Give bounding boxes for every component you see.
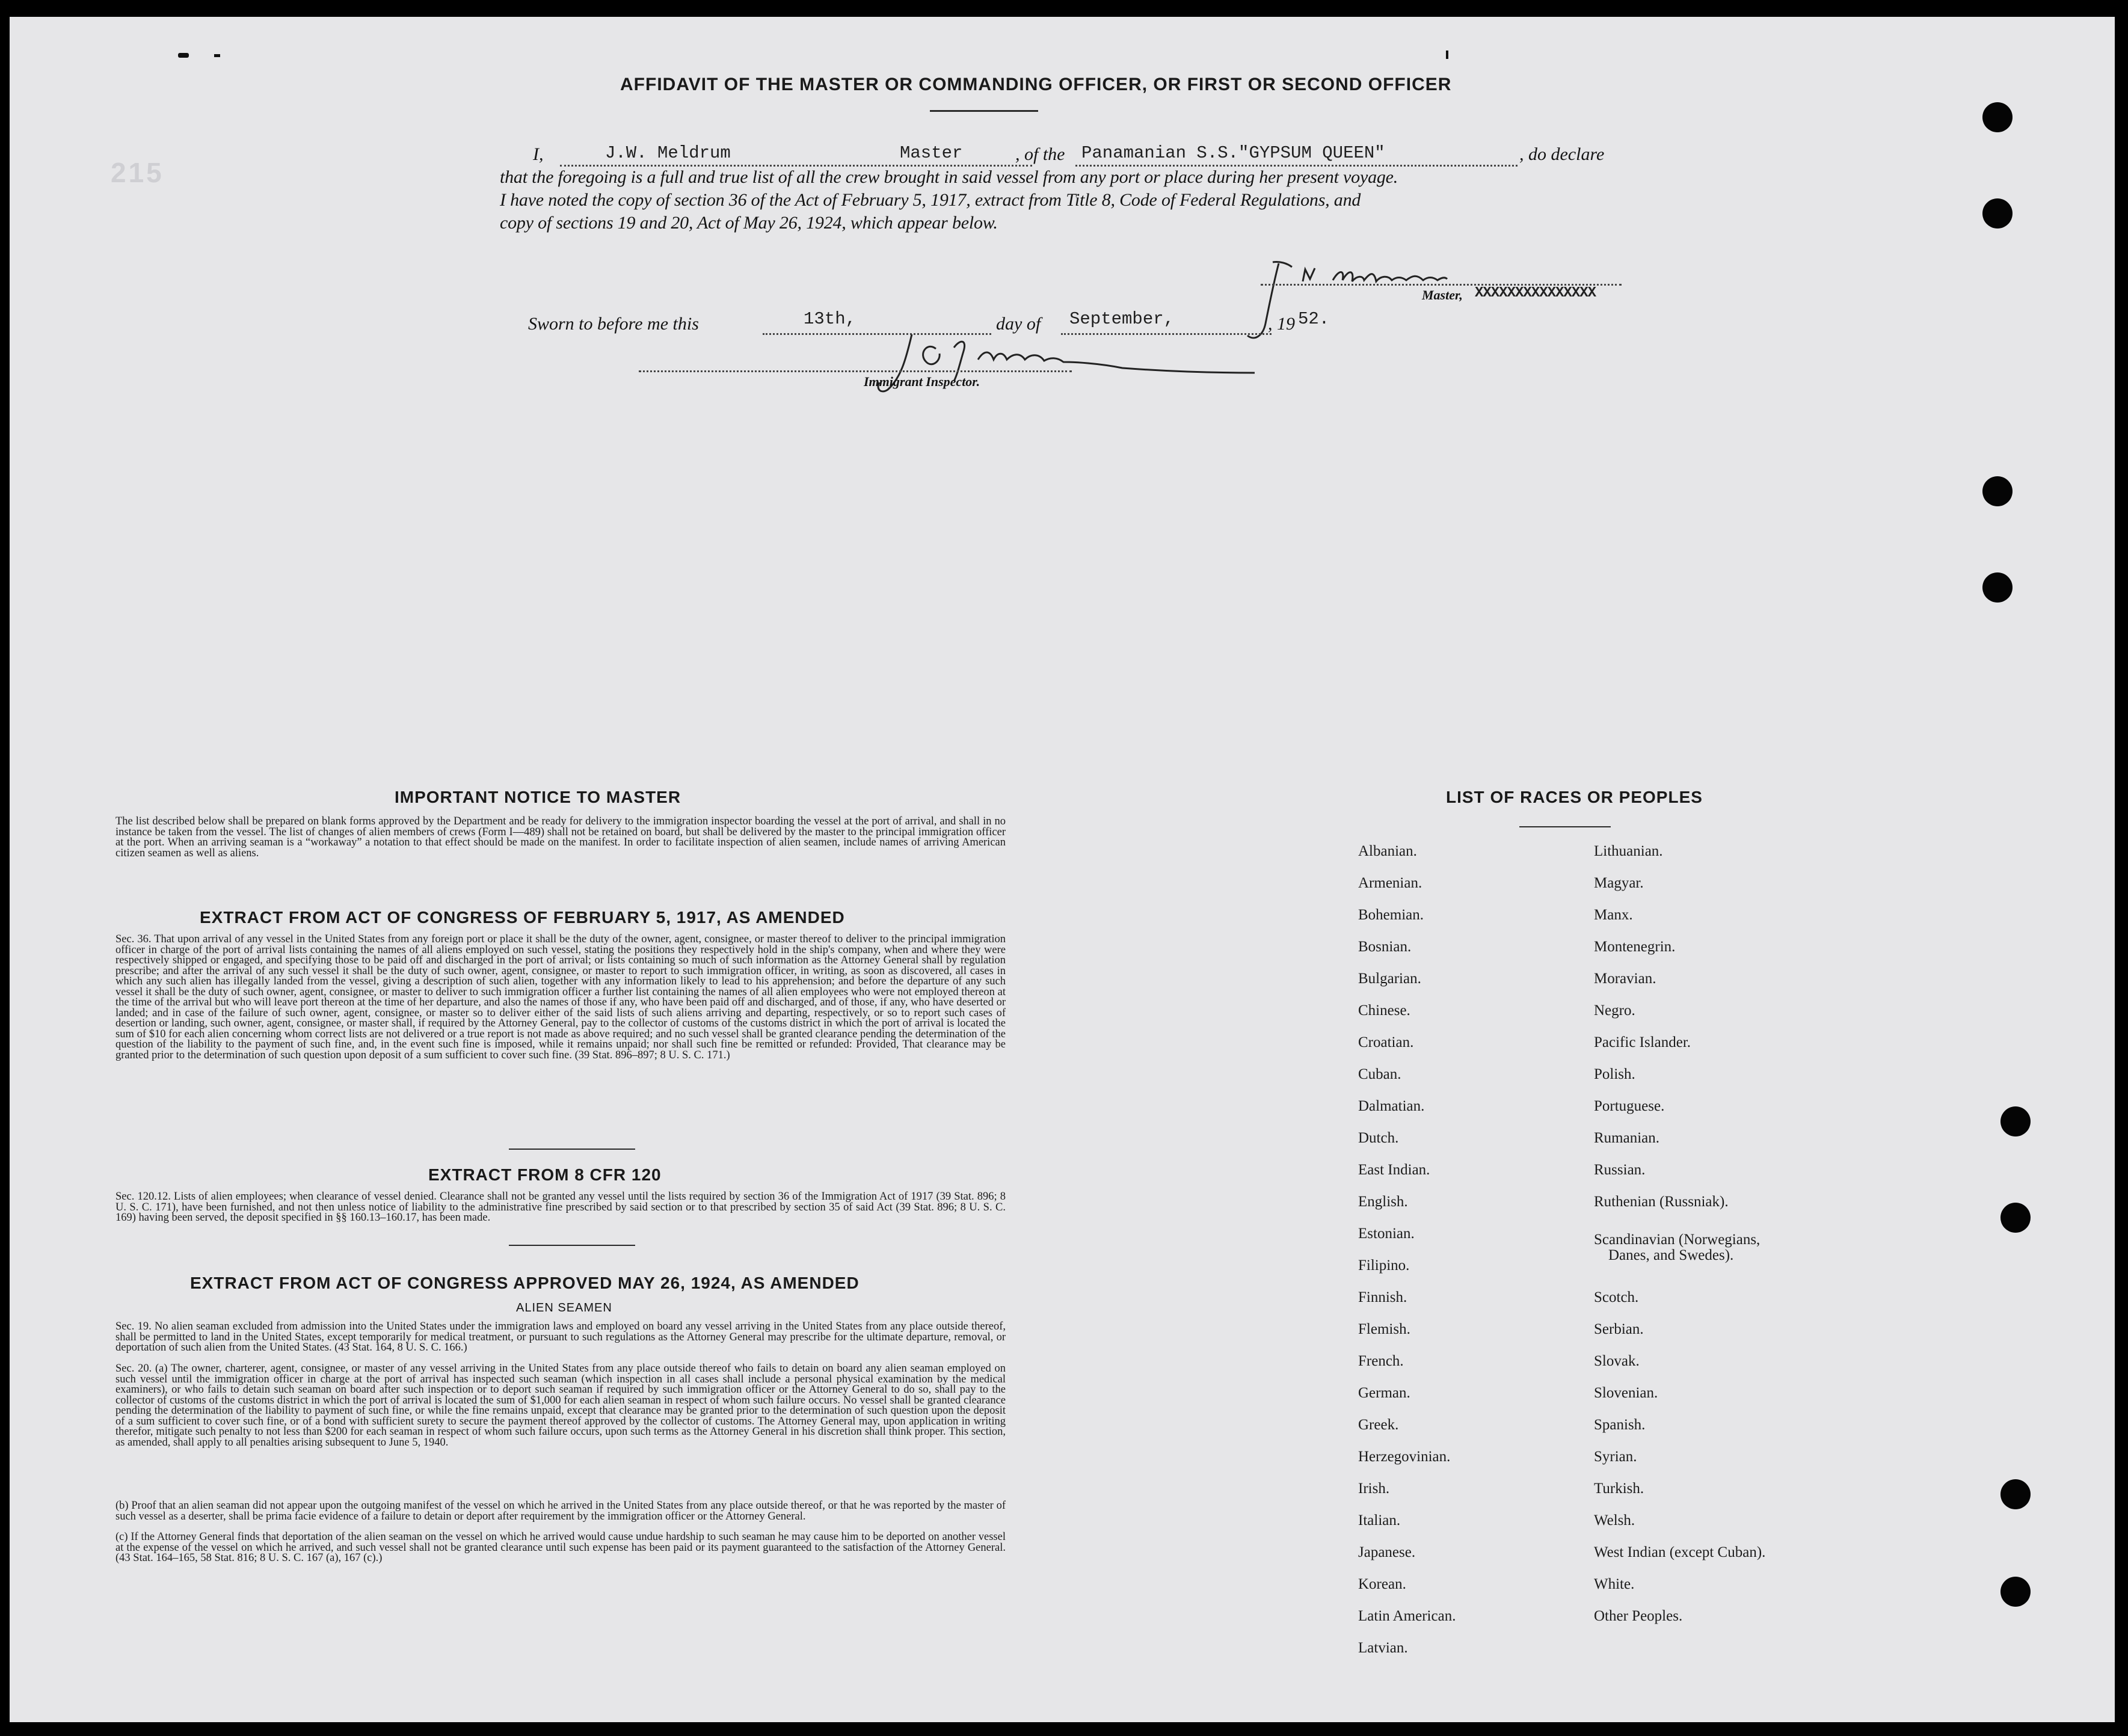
sworn-label: Sworn to before me this [528,314,699,334]
race-entry: Herzegovinian. [1358,1449,1451,1465]
race-entry: Portuguese. [1594,1098,1665,1114]
race-entry: Rumanian. [1594,1130,1660,1146]
race-entry: Welsh. [1594,1512,1635,1529]
affidavit-line-4: copy of sections 19 and 20, Act of May 26, 1924, which appear below. [500,213,998,233]
year-prefix: , 19 [1268,314,1295,334]
punch-hole [2000,1479,2031,1509]
race-entry: Slovenian. [1594,1385,1658,1401]
race-entry: Scotch. [1594,1289,1639,1305]
inspector-signature [870,317,1279,408]
inspector-label: Immigrant Inspector. [864,374,980,389]
race-entry: Albanian. [1358,843,1417,859]
race-entry: Cuban. [1358,1066,1401,1082]
punch-hole [2000,1577,2031,1607]
race-entry: West Indian (except Cuban). [1594,1544,1766,1560]
notice-title: IMPORTANT NOTICE TO MASTER [395,788,681,806]
affidavit-line-3: I have noted the copy of section 36 of the Act of February 5, 1917, extract from Title 8, Code of Federal Regulations, and [500,190,1361,210]
punch-hole [1982,476,2013,506]
race-entry: Latin American. [1358,1608,1456,1624]
extract-1924-title: EXTRACT FROM ACT OF CONGRESS APPROVED MAY 26, 1924, AS AMENDED [190,1274,860,1292]
race-entry: Russian. [1594,1162,1646,1178]
race-entry: Pacific Islander. [1594,1034,1691,1050]
notice-text: The list described below shall be prepared on blank forms approved by the Department and be ready for delivery to the immigration inspector boarding the vessel at the port of arrival, and shall in no instance be taken from the vessel. The list of changes of alien members of crews (Form I—489) shall not be retained on board, but shall be delivered by the master to the principal immigration officer at the port. When an arriving seaman is a “workaway” a notation to that effect should be made on the manifest. In order to facilitate inspection of alien seamen, include names of arriving American citizen seamen as well as aliens. [115,815,1006,859]
day-of-label: day of [996,314,1041,334]
scan-speck [1446,51,1448,59]
race-entry: Manx. [1594,907,1633,923]
race-entry: Italian. [1358,1512,1401,1529]
sworn-day: 13th, [804,309,856,329]
vessel-fill-line [1075,165,1518,167]
race-entry: Finnish. [1358,1289,1407,1305]
sworn-year: 52. [1298,309,1330,329]
race-entry: Estonian. [1358,1225,1415,1242]
race-entry: East Indian. [1358,1162,1430,1178]
punch-hole [1982,572,2013,603]
scan-speck [214,54,220,57]
sworn-month: September, [1069,309,1175,329]
extract-1917-text: Sec. 36. That upon arrival of any vessel in the United States from any foreign port or place it shall be the duty of the owner, agent, consignee, or master thereof to deliver to the principal immigration officer in charge of the port of arrival lists containing the names of all aliens employed on such vessel, stating the positions they respectively hold in the ship's company, when and where they were respectively shipped or engaged, and specifying those to be paid off and discharged in the port of arrival; or lists containing so much of such information as the Attorney General shall by regulation prescribe; and after the arrival of any such vessel it shall be the duty of such owner, agent, consignee, or master to report to such immigration officer, in writing, as soon as discovered, all cases in which any such alien has illegally landed from the vessel, giving a description of such alien, together with any information likely to lead to his apprehension; and before the departure of any such vessel it shall be the duty of such owner, agent, consignee, or master to deliver to such immigration officer a further list containing the names of all alien employees who were not employed thereon at the time of the arrival but who will leave port thereon at the time of her departure, and also the names of those if any, who have been paid off and discharged, and of those, if any, who have deserted or landed; and in case of the failure of such owner, agent, consignee, or master so to deliver either of the said lists of such aliens arriving and departing, respectively, or so to report such cases of desertion or landing, such owner, agent, consignee, or master shall, if required by the Attorney General, pay to the collector of customs of the customs district in which the port of arrival is located the sum of $10 for each alien concerning whom correct lists are not delivered or a true report is not made as above required; and no such vessel shall be granted clearance pending the determination of the question of the liability to the payment of such fine, and, in the event such fine is imposed, while it remains unpaid; nor shall such fine be remitted or refunded: Provided, That clearance may be granted prior to the determination of such question upon deposit of a sum sufficient to cover such fine. (39 Stat. 896–897; 8 U. S. C. 171.) [115,933,1006,1061]
alien-seamen-subtitle: ALIEN SEAMEN [516,1301,612,1314]
punch-hole [1982,102,2013,132]
extract-cfr-text: Sec. 120.12. Lists of alien employees; when clearance of vessel denied. Clearance shall not be granted any vessel until the lists required by section 36 of the Immigration Act of 1917 (39 Stat. 896; 8 U. S. C. 171), have been furnished, and not then unless notice of liability to the administrative fine prescribed by said section or to that prescribed by section 35 of said Act (39 Stat. 896; 8 U. S. C. 169) having been served, the deposit specified in §§ 160.13–160.17, has been made. [115,1191,1006,1224]
struck-officer-title: XXXXXXXXXXXXXXX [1475,285,1596,301]
extract-1917-title: EXTRACT FROM ACT OF CONGRESS OF FEBRUARY 5, 1917, AS AMENDED [200,908,845,927]
race-entry: Lithuanian. [1594,843,1663,859]
race-entry: German. [1358,1385,1410,1401]
punch-hole [2000,1203,2031,1233]
race-entry: Greek. [1358,1417,1399,1433]
race-entry: Other Peoples. [1594,1608,1683,1624]
race-entry: Chinese. [1358,1002,1410,1019]
race-entry: Slovak. [1594,1353,1640,1369]
extract-1924-sec20b: (b) Proof that an alien seaman did not appear upon the outgoing manifest of the vessel on which he arrived in the United States from any place outside thereof, or that he was reported by the master of such vessel as a deserter, shall be prima facie evidence of a failure to detain or deport after requirement by the immigration officer or the Attorney General. [115,1500,1006,1523]
races-title-rule [1519,826,1611,827]
race-entry: Syrian. [1594,1449,1637,1465]
race-entry: Serbian. [1594,1321,1644,1337]
race-entry: Spanish. [1594,1417,1646,1433]
section-divider [509,1149,635,1150]
race-entry: Scandinavian (Norwegians, [1594,1231,1761,1248]
race-entry: Armenian. [1358,875,1422,891]
race-entry: French. [1358,1353,1404,1369]
master-name: J.W. Meldrum [605,143,731,163]
race-entry: Latvian. [1358,1640,1408,1656]
race-entry: Bohemian. [1358,907,1424,923]
inspector-signature-line [639,370,1072,372]
affidavit-i: I, [533,144,544,164]
extract-1924-sec20c: (c) If the Attorney General finds that deportation of the alien seaman on the vessel on which he arrived would cause undue hardship to such seaman he may cause him to be deported on another vessel at the expense of the vessel on which he arrived, and such vessel shall not be granted clearance until such expense has been paid or its payment guaranteed to the satisfaction of the Attorney General. (43 Stat. 164–165, 58 Stat. 816; 8 U. S. C. 167 (a), 167 (c).) [115,1531,1006,1564]
document-sheet [10,17,2115,1722]
race-entry: Montenegrin. [1594,939,1676,955]
do-declare-label: , do declare [1519,144,1605,164]
affidavit-line-2: that the foregoing is a full and true list of all the crew brought in said vessel from any port or place during her present voyage. [500,167,1398,187]
punch-hole [2000,1106,2031,1136]
race-entry: Bulgarian. [1358,971,1421,987]
race-entry: Negro. [1594,1002,1635,1019]
race-entry: Bosnian. [1358,939,1412,955]
name-fill-line [560,165,1032,167]
affidavit-title: AFFIDAVIT OF THE MASTER OR COMMANDING OFFICER, OR FIRST OR SECOND OFFICER [620,75,1452,94]
vessel-name: Panamanian S.S."GYPSUM QUEEN" [1081,143,1385,163]
extract-1924-sec20a: Sec. 20. (a) The owner, charterer, agent, consignee, or master of any vessel arriving in the United States from any place outside thereof who fails to detain on board any alien seaman employed on such vessel until the immigration officer in charge at the port of arrival has inspected such seaman (which inspection in all cases shall include a personal physical examination by the medical examiners), or who fails to detain such seaman on board after such inspection or to deport such seaman if required by such immigration officer or the Attorney General to do so, shall pay to the collector of customs of the customs district in which the port of arrival is located the sum of $1,000 for each alien seaman in respect of whom such failure occurs. No vessel shall be granted clearance pending the determination of the liability to payment of such fine, or while the fine remains unpaid, except that clearance may be granted prior to the determination of such question upon the deposit of a sum sufficient to cover such fine, or of a bond with sufficient surety to secure the payment thereof approved by the collector of customs. The Attorney General may, upon application in writing therefor, mitigate such penalty to not less than $200 for each seaman in respect of whom such failure occurs, upon such terms as the Attorney General in his discretion shall think proper. This section, as amended, shall apply to all penalties arising subsequent to June 5, 1940. [115,1363,1006,1449]
races-title: LIST OF RACES OR PEOPLES [1446,788,1703,806]
race-entry: Danes, and Swedes). [1608,1247,1734,1263]
scan-speck [178,53,189,58]
race-entry: Dutch. [1358,1130,1399,1146]
title-rule [930,110,1038,112]
race-entry: Magyar. [1594,875,1644,891]
master-rank: Master [900,143,963,163]
race-entry: Filipino. [1358,1257,1410,1274]
race-entry: Moravian. [1594,971,1656,987]
race-entry: Irish. [1358,1480,1390,1497]
race-entry: Ruthenian (Russniak). [1594,1194,1729,1210]
extract-cfr-title: EXTRACT FROM 8 CFR 120 [428,1165,662,1184]
section-divider [509,1245,635,1246]
race-entry: Dalmatian. [1358,1098,1425,1114]
race-entry: Flemish. [1358,1321,1410,1337]
of-the-label: , of the [1015,144,1065,164]
race-entry: Turkish. [1594,1480,1644,1497]
race-entry: Korean. [1358,1576,1406,1592]
margin-page-number: 215 [111,157,164,188]
extract-1924-sec19: Sec. 19. No alien seaman excluded from admission into the United States under the immigration laws and employed on board any vessel arriving in the United States from any place outside thereof, shall be permitted to land in the United States, except temporarily for medical treatment, or pursuant to such regulations as the Attorney General may prescribe for the ultimate departure, removal, or deportation of such alien from the United States. (43 Stat. 164, 8 U. S. C. 166.) [115,1320,1006,1354]
master-label: Master, [1422,287,1463,302]
race-entry: Japanese. [1358,1544,1416,1560]
race-entry: White. [1594,1576,1635,1592]
race-entry: Polish. [1594,1066,1635,1082]
race-entry: English. [1358,1194,1408,1210]
punch-hole [1982,198,2013,229]
race-entry: Croatian. [1358,1034,1414,1050]
